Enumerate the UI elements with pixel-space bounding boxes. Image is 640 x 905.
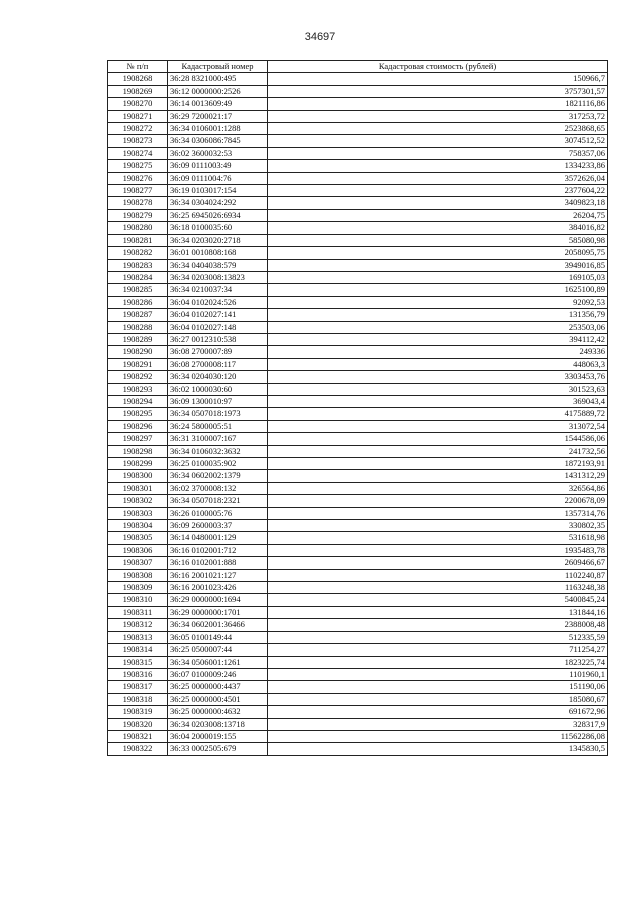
cadastral-value-cell: 1357314,76 bbox=[268, 507, 608, 519]
cadastral-number-cell: 36:04 0102024:526 bbox=[168, 296, 268, 308]
cadastral-number-cell: 36:09 0111003:49 bbox=[168, 160, 268, 172]
row-index-cell: 1908269 bbox=[108, 85, 168, 97]
cadastral-number-cell: 36:34 0404038:579 bbox=[168, 259, 268, 271]
cadastral-value-cell: 26204,75 bbox=[268, 209, 608, 221]
cadastral-value-cell: 3303453,76 bbox=[268, 371, 608, 383]
cadastral-number-cell: 36:34 0204030:120 bbox=[168, 371, 268, 383]
table-row bbox=[108, 532, 608, 544]
cadastral-value-cell: 1821116,86 bbox=[268, 98, 608, 110]
row-index-cell: 1908317 bbox=[108, 681, 168, 693]
cadastral-number-cell: 36:34 0306086:7845 bbox=[168, 135, 268, 147]
row-index-cell: 1908311 bbox=[108, 606, 168, 618]
cadastral-value-cell: 1625100,89 bbox=[268, 284, 608, 296]
cadastral-value-cell: 185080,67 bbox=[268, 693, 608, 705]
cadastral-number-cell: 36:14 0480001:129 bbox=[168, 532, 268, 544]
table-row bbox=[108, 445, 608, 457]
cadastral-number-cell: 36:09 2600003:37 bbox=[168, 520, 268, 532]
table-row bbox=[108, 135, 608, 147]
cadastral-number-cell: 36:16 0102001:712 bbox=[168, 544, 268, 556]
table-row bbox=[108, 147, 608, 159]
row-index-cell: 1908290 bbox=[108, 346, 168, 358]
cadastral-value-cell: 758357,06 bbox=[268, 147, 608, 159]
table-row bbox=[108, 222, 608, 234]
table-row bbox=[108, 395, 608, 407]
cadastral-number-cell: 36:04 0102027:141 bbox=[168, 309, 268, 321]
table-row bbox=[108, 333, 608, 345]
table-row bbox=[108, 656, 608, 668]
cadastral-value-cell: 150966,7 bbox=[268, 73, 608, 85]
cadastral-number-cell: 36:34 0506001:1261 bbox=[168, 656, 268, 668]
table-row bbox=[108, 234, 608, 246]
cadastral-value-cell: 313072,54 bbox=[268, 420, 608, 432]
cadastral-value-cell: 3074512,52 bbox=[268, 135, 608, 147]
cadastral-number-cell: 36:18 0100035:60 bbox=[168, 222, 268, 234]
row-index-cell: 1908293 bbox=[108, 383, 168, 395]
cadastral-number-cell: 36:25 0100035:902 bbox=[168, 458, 268, 470]
table-row bbox=[108, 358, 608, 370]
row-index-cell: 1908307 bbox=[108, 557, 168, 569]
cadastral-number-cell: 36:34 0602001:36466 bbox=[168, 619, 268, 631]
cadastral-number-cell: 36:34 0602002:1379 bbox=[168, 470, 268, 482]
table-row bbox=[108, 507, 608, 519]
cadastral-value-cell: 4175889,72 bbox=[268, 408, 608, 420]
row-index-cell: 1908288 bbox=[108, 321, 168, 333]
cadastral-value-cell: 1935483,78 bbox=[268, 544, 608, 556]
cadastral-number-cell: 36:26 0100005:76 bbox=[168, 507, 268, 519]
row-index-cell: 1908281 bbox=[108, 234, 168, 246]
row-index-cell: 1908297 bbox=[108, 433, 168, 445]
cadastral-value-cell: 512335,59 bbox=[268, 631, 608, 643]
table-row bbox=[108, 197, 608, 209]
cadastral-number-cell: 36:12 0000000:2526 bbox=[168, 85, 268, 97]
cadastral-number-cell: 36:08 2700008:117 bbox=[168, 358, 268, 370]
cadastral-value-cell: 328317,9 bbox=[268, 718, 608, 730]
row-index-cell: 1908306 bbox=[108, 544, 168, 556]
cadastral-value-cell: 1334233,86 bbox=[268, 160, 608, 172]
row-index-cell: 1908310 bbox=[108, 594, 168, 606]
row-index-cell: 1908286 bbox=[108, 296, 168, 308]
cadastral-value-cell: 2609466,67 bbox=[268, 557, 608, 569]
table-row bbox=[108, 631, 608, 643]
row-index-cell: 1908304 bbox=[108, 520, 168, 532]
table-row bbox=[108, 718, 608, 730]
cadastral-value-cell: 2377604,22 bbox=[268, 185, 608, 197]
cadastral-value-cell: 448063,3 bbox=[268, 358, 608, 370]
row-index-cell: 1908283 bbox=[108, 259, 168, 271]
row-index-cell: 1908320 bbox=[108, 718, 168, 730]
cadastral-value-cell: 317253,72 bbox=[268, 110, 608, 122]
row-index-cell: 1908278 bbox=[108, 197, 168, 209]
cadastral-number-cell: 36:28 8321000:495 bbox=[168, 73, 268, 85]
cadastral-value-cell: 394112,42 bbox=[268, 333, 608, 345]
table-row bbox=[108, 309, 608, 321]
row-index-cell: 1908287 bbox=[108, 309, 168, 321]
cadastral-number-cell: 36:25 0500007:44 bbox=[168, 644, 268, 656]
table-row bbox=[108, 271, 608, 283]
cadastral-value-cell: 1163248,38 bbox=[268, 582, 608, 594]
row-index-cell: 1908296 bbox=[108, 420, 168, 432]
table-row bbox=[108, 693, 608, 705]
table-row bbox=[108, 681, 608, 693]
row-index-cell: 1908280 bbox=[108, 222, 168, 234]
cadastral-value-cell: 326564,86 bbox=[268, 482, 608, 494]
row-index-cell: 1908316 bbox=[108, 668, 168, 680]
table-row bbox=[108, 433, 608, 445]
table-row bbox=[108, 123, 608, 135]
row-index-cell: 1908289 bbox=[108, 333, 168, 345]
row-index-cell: 1908276 bbox=[108, 172, 168, 184]
cadastral-number-cell: 36:24 5800005:51 bbox=[168, 420, 268, 432]
cadastral-number-cell: 36:25 0000000:4632 bbox=[168, 706, 268, 718]
cadastral-value-cell: 92092,53 bbox=[268, 296, 608, 308]
table-row bbox=[108, 569, 608, 581]
cadastral-value-cell: 1345830,5 bbox=[268, 743, 608, 755]
cadastral-value-cell: 3757301,57 bbox=[268, 85, 608, 97]
cadastral-number-cell: 36:34 0210037:34 bbox=[168, 284, 268, 296]
cadastral-number-cell: 36:34 0507018:2321 bbox=[168, 495, 268, 507]
cadastral-value-cell: 249336 bbox=[268, 346, 608, 358]
row-index-cell: 1908321 bbox=[108, 730, 168, 742]
row-index-cell: 1908284 bbox=[108, 271, 168, 283]
table-row bbox=[108, 458, 608, 470]
cadastral-value-cell: 330802,35 bbox=[268, 520, 608, 532]
row-index-cell: 1908295 bbox=[108, 408, 168, 420]
row-index-cell: 1908308 bbox=[108, 569, 168, 581]
row-index-cell: 1908273 bbox=[108, 135, 168, 147]
table-row bbox=[108, 284, 608, 296]
cadastral-value-cell: 2388008,48 bbox=[268, 619, 608, 631]
cadastral-value-cell: 241732,56 bbox=[268, 445, 608, 457]
cadastral-number-cell: 36:33 0002505:679 bbox=[168, 743, 268, 755]
cadastral-number-cell: 36:14 0013609:49 bbox=[168, 98, 268, 110]
row-index-cell: 1908318 bbox=[108, 693, 168, 705]
cadastral-number-cell: 36:34 0203020:2718 bbox=[168, 234, 268, 246]
cadastral-value-cell: 1101960,1 bbox=[268, 668, 608, 680]
cadastral-value-cell: 151190,06 bbox=[268, 681, 608, 693]
cadastral-value-cell: 1544586,06 bbox=[268, 433, 608, 445]
cadastral-value-cell: 585080,98 bbox=[268, 234, 608, 246]
table-row bbox=[108, 557, 608, 569]
table-row bbox=[108, 371, 608, 383]
cadastral-number-cell: 36:09 0111004:76 bbox=[168, 172, 268, 184]
table-row bbox=[108, 743, 608, 755]
row-index-cell: 1908271 bbox=[108, 110, 168, 122]
table-row bbox=[108, 209, 608, 221]
table-row bbox=[108, 520, 608, 532]
table-row bbox=[108, 544, 608, 556]
table-row bbox=[108, 668, 608, 680]
cadastral-value-cell: 169105,03 bbox=[268, 271, 608, 283]
cadastral-number-cell: 36:08 2700007:89 bbox=[168, 346, 268, 358]
cadastral-number-cell: 36:25 6945026:6934 bbox=[168, 209, 268, 221]
cadastral-value-cell: 2523868,65 bbox=[268, 123, 608, 135]
row-index-cell: 1908294 bbox=[108, 395, 168, 407]
cadastral-number-cell: 36:19 0103017:154 bbox=[168, 185, 268, 197]
cadastral-number-cell: 36:16 0102001:888 bbox=[168, 557, 268, 569]
row-index-cell: 1908270 bbox=[108, 98, 168, 110]
cadastral-value-cell: 301523,63 bbox=[268, 383, 608, 395]
cadastral-number-cell: 36:34 0304024:292 bbox=[168, 197, 268, 209]
table-row bbox=[108, 706, 608, 718]
column-header-index: № п/п bbox=[108, 61, 168, 73]
table-row bbox=[108, 346, 608, 358]
cadastral-number-cell: 36:31 3100007:167 bbox=[168, 433, 268, 445]
cadastral-value-cell: 711254,27 bbox=[268, 644, 608, 656]
row-index-cell: 1908291 bbox=[108, 358, 168, 370]
table-body bbox=[108, 73, 608, 755]
table-row bbox=[108, 259, 608, 271]
table-row bbox=[108, 482, 608, 494]
cadastral-value-cell: 3409823,18 bbox=[268, 197, 608, 209]
cadastral-number-cell: 36:27 0012310:538 bbox=[168, 333, 268, 345]
table-row bbox=[108, 408, 608, 420]
cadastral-value-cell: 2200678,09 bbox=[268, 495, 608, 507]
column-header-cadastral-value: Кадастровая стоимость (рублей) bbox=[268, 61, 608, 73]
row-index-cell: 1908277 bbox=[108, 185, 168, 197]
row-index-cell: 1908268 bbox=[108, 73, 168, 85]
cadastral-number-cell: 36:34 0106032:3632 bbox=[168, 445, 268, 457]
cadastral-value-cell: 1102240,87 bbox=[268, 569, 608, 581]
table-row bbox=[108, 383, 608, 395]
table-row bbox=[108, 296, 608, 308]
cadastral-value-cell: 253503,06 bbox=[268, 321, 608, 333]
row-index-cell: 1908315 bbox=[108, 656, 168, 668]
cadastral-value-table bbox=[107, 60, 608, 756]
table-row bbox=[108, 98, 608, 110]
table-row bbox=[108, 730, 608, 742]
cadastral-number-cell: 36:02 1000030:60 bbox=[168, 383, 268, 395]
cadastral-value-cell: 1823225,74 bbox=[268, 656, 608, 668]
row-index-cell: 1908312 bbox=[108, 619, 168, 631]
row-index-cell: 1908272 bbox=[108, 123, 168, 135]
table-row bbox=[108, 582, 608, 594]
row-index-cell: 1908279 bbox=[108, 209, 168, 221]
table-row bbox=[108, 247, 608, 259]
cadastral-number-cell: 36:29 7200021:17 bbox=[168, 110, 268, 122]
cadastral-value-cell: 1872193,91 bbox=[268, 458, 608, 470]
table-row bbox=[108, 594, 608, 606]
cadastral-number-cell: 36:25 0000000:4501 bbox=[168, 693, 268, 705]
cadastral-number-cell: 36:02 3600032:53 bbox=[168, 147, 268, 159]
row-index-cell: 1908275 bbox=[108, 160, 168, 172]
table-row bbox=[108, 160, 608, 172]
cadastral-value-cell: 3949016,85 bbox=[268, 259, 608, 271]
table-row bbox=[108, 110, 608, 122]
row-index-cell: 1908314 bbox=[108, 644, 168, 656]
cadastral-number-cell: 36:34 0507018:1973 bbox=[168, 408, 268, 420]
cadastral-number-cell: 36:34 0203008:13823 bbox=[168, 271, 268, 283]
row-index-cell: 1908322 bbox=[108, 743, 168, 755]
row-index-cell: 1908285 bbox=[108, 284, 168, 296]
row-index-cell: 1908301 bbox=[108, 482, 168, 494]
cadastral-number-cell: 36:34 0106001:1288 bbox=[168, 123, 268, 135]
cadastral-number-cell: 36:04 0102027:148 bbox=[168, 321, 268, 333]
cadastral-value-cell: 691672,96 bbox=[268, 706, 608, 718]
table-row bbox=[108, 321, 608, 333]
row-index-cell: 1908309 bbox=[108, 582, 168, 594]
table-header-row bbox=[108, 61, 608, 73]
row-index-cell: 1908319 bbox=[108, 706, 168, 718]
row-index-cell: 1908299 bbox=[108, 458, 168, 470]
cadastral-number-cell: 36:04 2000019:155 bbox=[168, 730, 268, 742]
cadastral-number-cell: 36:01 0010808:168 bbox=[168, 247, 268, 259]
row-index-cell: 1908313 bbox=[108, 631, 168, 643]
row-index-cell: 1908303 bbox=[108, 507, 168, 519]
cadastral-value-cell: 131844,16 bbox=[268, 606, 608, 618]
cadastral-number-cell: 36:07 0100009:246 bbox=[168, 668, 268, 680]
row-index-cell: 1908292 bbox=[108, 371, 168, 383]
table-row bbox=[108, 185, 608, 197]
table-row bbox=[108, 85, 608, 97]
cadastral-value-cell: 1431312,29 bbox=[268, 470, 608, 482]
cadastral-value-cell: 11562286,08 bbox=[268, 730, 608, 742]
table-row bbox=[108, 73, 608, 85]
cadastral-number-cell: 36:05 0100149:44 bbox=[168, 631, 268, 643]
cadastral-number-cell: 36:09 1300010:97 bbox=[168, 395, 268, 407]
row-index-cell: 1908305 bbox=[108, 532, 168, 544]
table-row bbox=[108, 619, 608, 631]
cadastral-value-cell: 369043,4 bbox=[268, 395, 608, 407]
row-index-cell: 1908298 bbox=[108, 445, 168, 457]
cadastral-value-cell: 2058095,75 bbox=[268, 247, 608, 259]
row-index-cell: 1908274 bbox=[108, 147, 168, 159]
cadastral-number-cell: 36:02 3700008:132 bbox=[168, 482, 268, 494]
table-row bbox=[108, 470, 608, 482]
cadastral-value-cell: 5400845,24 bbox=[268, 594, 608, 606]
column-header-cadastral-number: Кадастровый номер bbox=[168, 61, 268, 73]
cadastral-value-cell: 531618,98 bbox=[268, 532, 608, 544]
cadastral-number-cell: 36:29 0000000:1701 bbox=[168, 606, 268, 618]
row-index-cell: 1908302 bbox=[108, 495, 168, 507]
table-row bbox=[108, 420, 608, 432]
cadastral-number-cell: 36:16 2001021:127 bbox=[168, 569, 268, 581]
cadastral-number-cell: 36:16 2001023:426 bbox=[168, 582, 268, 594]
table-row bbox=[108, 606, 608, 618]
page-number: 34697 bbox=[304, 31, 336, 43]
row-index-cell: 1908300 bbox=[108, 470, 168, 482]
cadastral-value-cell: 384016,82 bbox=[268, 222, 608, 234]
cadastral-number-cell: 36:25 0000000:4437 bbox=[168, 681, 268, 693]
cadastral-number-cell: 36:29 0000000:1694 bbox=[168, 594, 268, 606]
cadastral-value-cell: 3572626,04 bbox=[268, 172, 608, 184]
table-row bbox=[108, 495, 608, 507]
cadastral-value-cell: 131356,79 bbox=[268, 309, 608, 321]
table-row bbox=[108, 172, 608, 184]
cadastral-number-cell: 36:34 0203008:13718 bbox=[168, 718, 268, 730]
row-index-cell: 1908282 bbox=[108, 247, 168, 259]
table-row bbox=[108, 644, 608, 656]
